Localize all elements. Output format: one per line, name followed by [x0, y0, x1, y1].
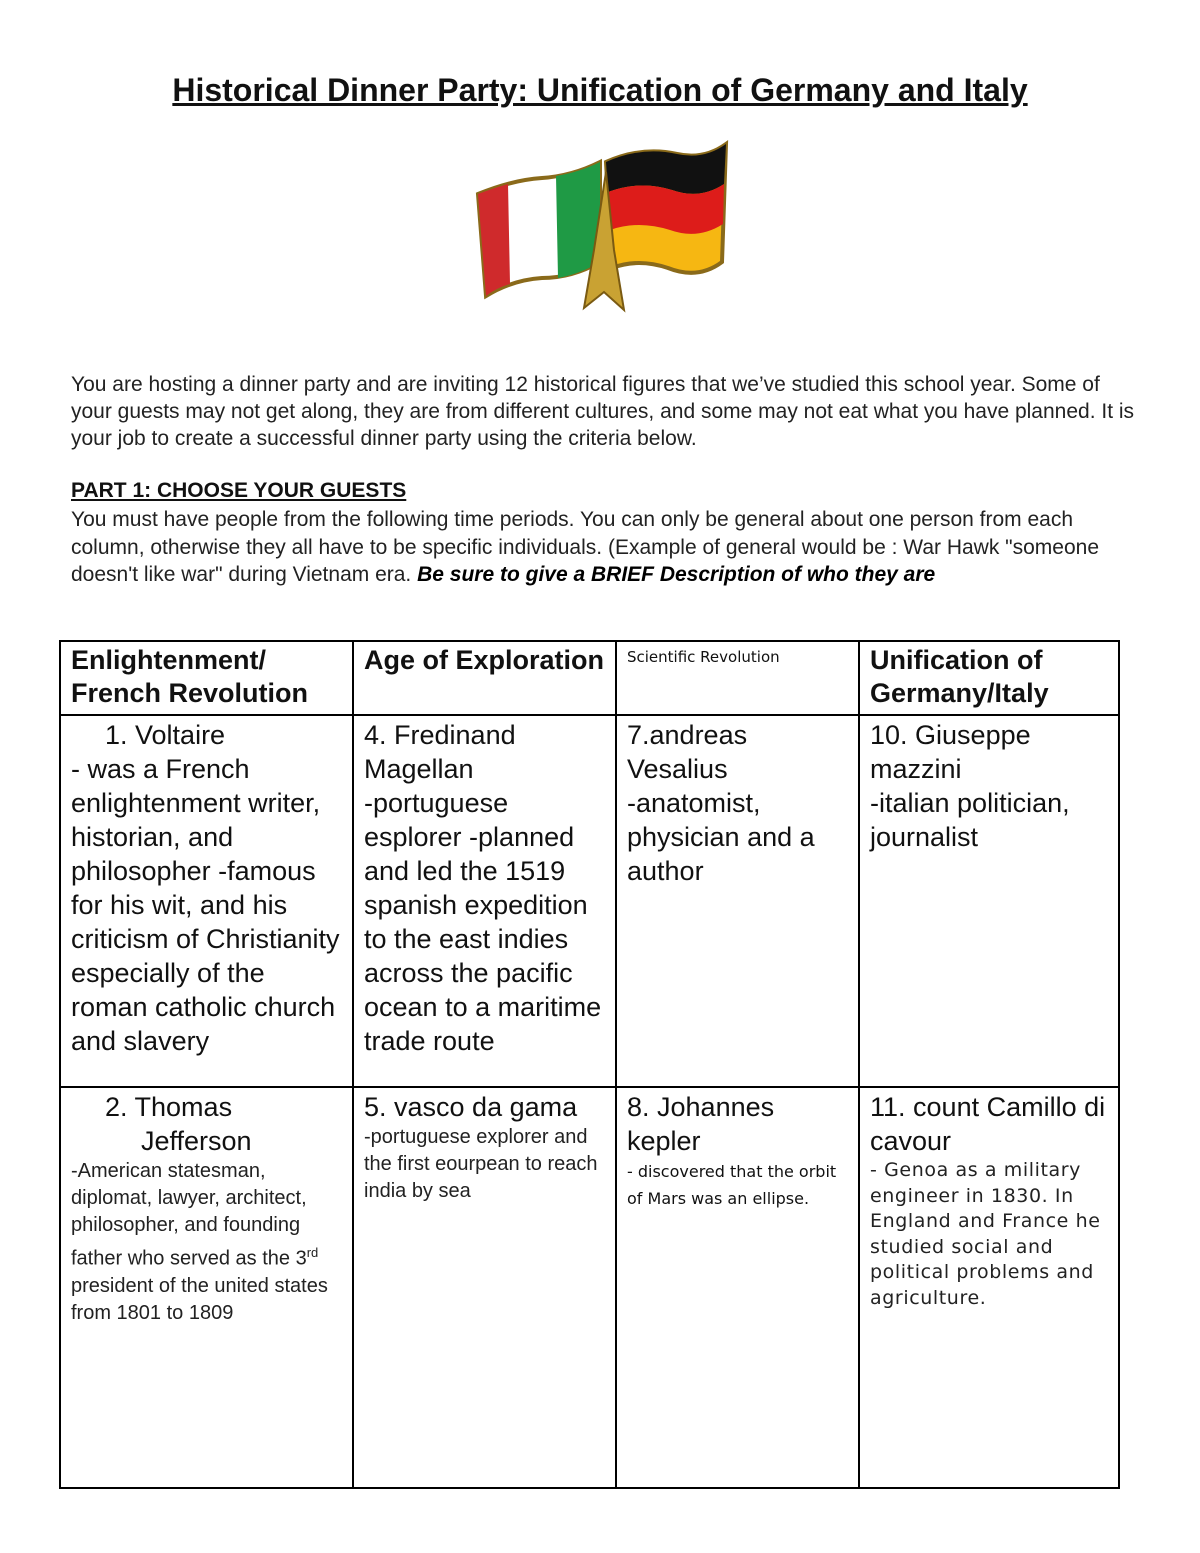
- guest-cell-11: [859, 1087, 1119, 1488]
- guest-description: - was a French enlightenment writer, historian, and philosopher -famous for his wit, and his criticism of Christianity especially of the roman catholic church and slavery: [71, 754, 340, 1056]
- guest-name: 1. Voltaire: [105, 720, 226, 750]
- italy-germany-flags-image: [472, 132, 734, 318]
- guest-name-continued: Jefferson: [141, 1126, 252, 1156]
- guest-description: -portuguese esplorer -planned and led the 1519 spanish expedition to the east indies across the pacific ocean to a maritime trade route: [364, 788, 602, 1056]
- guest-cell-4: [353, 715, 616, 1087]
- guest-name: 4. Fredinand Magellan: [364, 720, 516, 784]
- table-header-row: [60, 641, 1119, 715]
- guest-cell-5: [353, 1087, 616, 1488]
- table-row: [60, 715, 1119, 1087]
- guest-name: 10. Giuseppe mazzini: [870, 720, 1031, 784]
- guest-name: 5. vasco da gama: [364, 1092, 578, 1122]
- part1-description: [71, 506, 1141, 589]
- guest-cell-2: [60, 1087, 353, 1488]
- guest-description: - Genoa as a military engineer in 1830. In England and France he studied social and political problems and agriculture.: [870, 1159, 1101, 1309]
- guest-description: -italian politician, journalist: [870, 788, 1070, 852]
- guest-cell-7: [616, 715, 859, 1087]
- guest-name: 8. Johannes kepler: [627, 1092, 775, 1156]
- guest-name: 11. count Camillo di cavour: [870, 1092, 1106, 1156]
- guest-name: 7.andreas Vesalius: [627, 720, 748, 784]
- guest-description: -anatomist, physician and a author: [627, 788, 815, 886]
- part1-instructions: You must have people from the following time periods. You can only be general about one person from each column, otherwise they all have to be specific individuals. (Example of general would be : War Hawk "someone doesn't like war" during Vietnam era.: [71, 508, 1100, 586]
- intro-paragraph: You are hosting a dinner party and are inviting 12 historical figures that we’ve studied this school year. Some of your guests may not get along, they are from different cultures, and some may not eat what you have planned. It is your job to create a successful dinner party using the criteria below.: [71, 373, 1135, 450]
- guests-table: [59, 640, 1120, 1489]
- part1-emphasis: Be sure to give a BRIEF Description of who they are: [417, 563, 936, 586]
- guest-name: 2. Thomas: [105, 1092, 233, 1122]
- guest-cell-8: [616, 1087, 859, 1488]
- table-row: [60, 1087, 1119, 1488]
- guest-cell-1: [60, 715, 353, 1087]
- page-title: Historical Dinner Party: Unification of Germany and Italy: [172, 72, 1028, 108]
- part1-heading: PART 1: CHOOSE YOUR GUESTS: [71, 479, 407, 502]
- guest-cell-10: [859, 715, 1119, 1087]
- guest-description: -American statesman, diplomat, lawyer, architect, philosopher, and founding father who served as the 3rd president of the united states from 1801 to 1809: [71, 1160, 328, 1324]
- guest-description: - discovered that the orbit of Mars was an ellipse.: [627, 1162, 837, 1208]
- header-unification: Unification of Germany/Italy: [859, 641, 1119, 715]
- header-scientific: Scientific Revolution: [616, 641, 859, 715]
- header-exploration: Age of Exploration: [353, 641, 616, 715]
- header-enlightenment: Enlightenment/ French Revolution: [60, 641, 353, 715]
- guest-description: -portuguese explorer and the first eourpean to reach india by sea: [364, 1126, 598, 1202]
